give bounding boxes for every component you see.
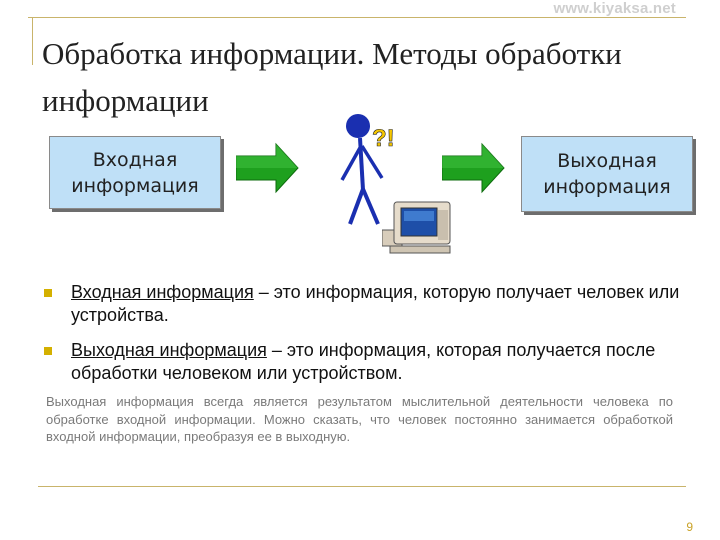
right-arrow-icon [442,142,506,194]
definition-item-input [44,281,684,327]
question-exclamation-marks: ?! [372,125,395,152]
watermark: www.kiyaksa.net [553,0,676,17]
definition-item-output [44,339,684,385]
definition-text: – это информация, которая получается после обработки человеком или устройством. [71,340,656,383]
computer-icon [382,196,466,256]
definition-list [44,281,684,385]
right-arrow-icon [236,142,300,194]
page-number: 9 [686,520,693,534]
term-input-info: Входная информация [71,282,254,302]
frame-bottom-rule [38,486,686,487]
bullet-square-icon [44,347,52,355]
frame-top-rule [28,17,686,18]
output-info-box [521,136,693,212]
frame-left-rule [32,17,33,65]
definition-text: – это информация, которую получает человек или устройства. [71,282,680,325]
output-info-label: Выходная информация [543,150,671,198]
input-info-label: Входная информация [71,148,199,197]
term-output-info: Выходная информация [71,340,267,360]
page-title: Обработка информации. Методы обработки информации [42,36,622,118]
bullet-square-icon [44,289,52,297]
explanatory-note: Выходная информация всегда является результатом мыслительной деятельности человека по обработке входной информации. Можно сказать, что человек постоянно занимается обработкой входной информации, преобразуя ее в выходную. [46,394,673,444]
input-info-box [49,136,221,209]
